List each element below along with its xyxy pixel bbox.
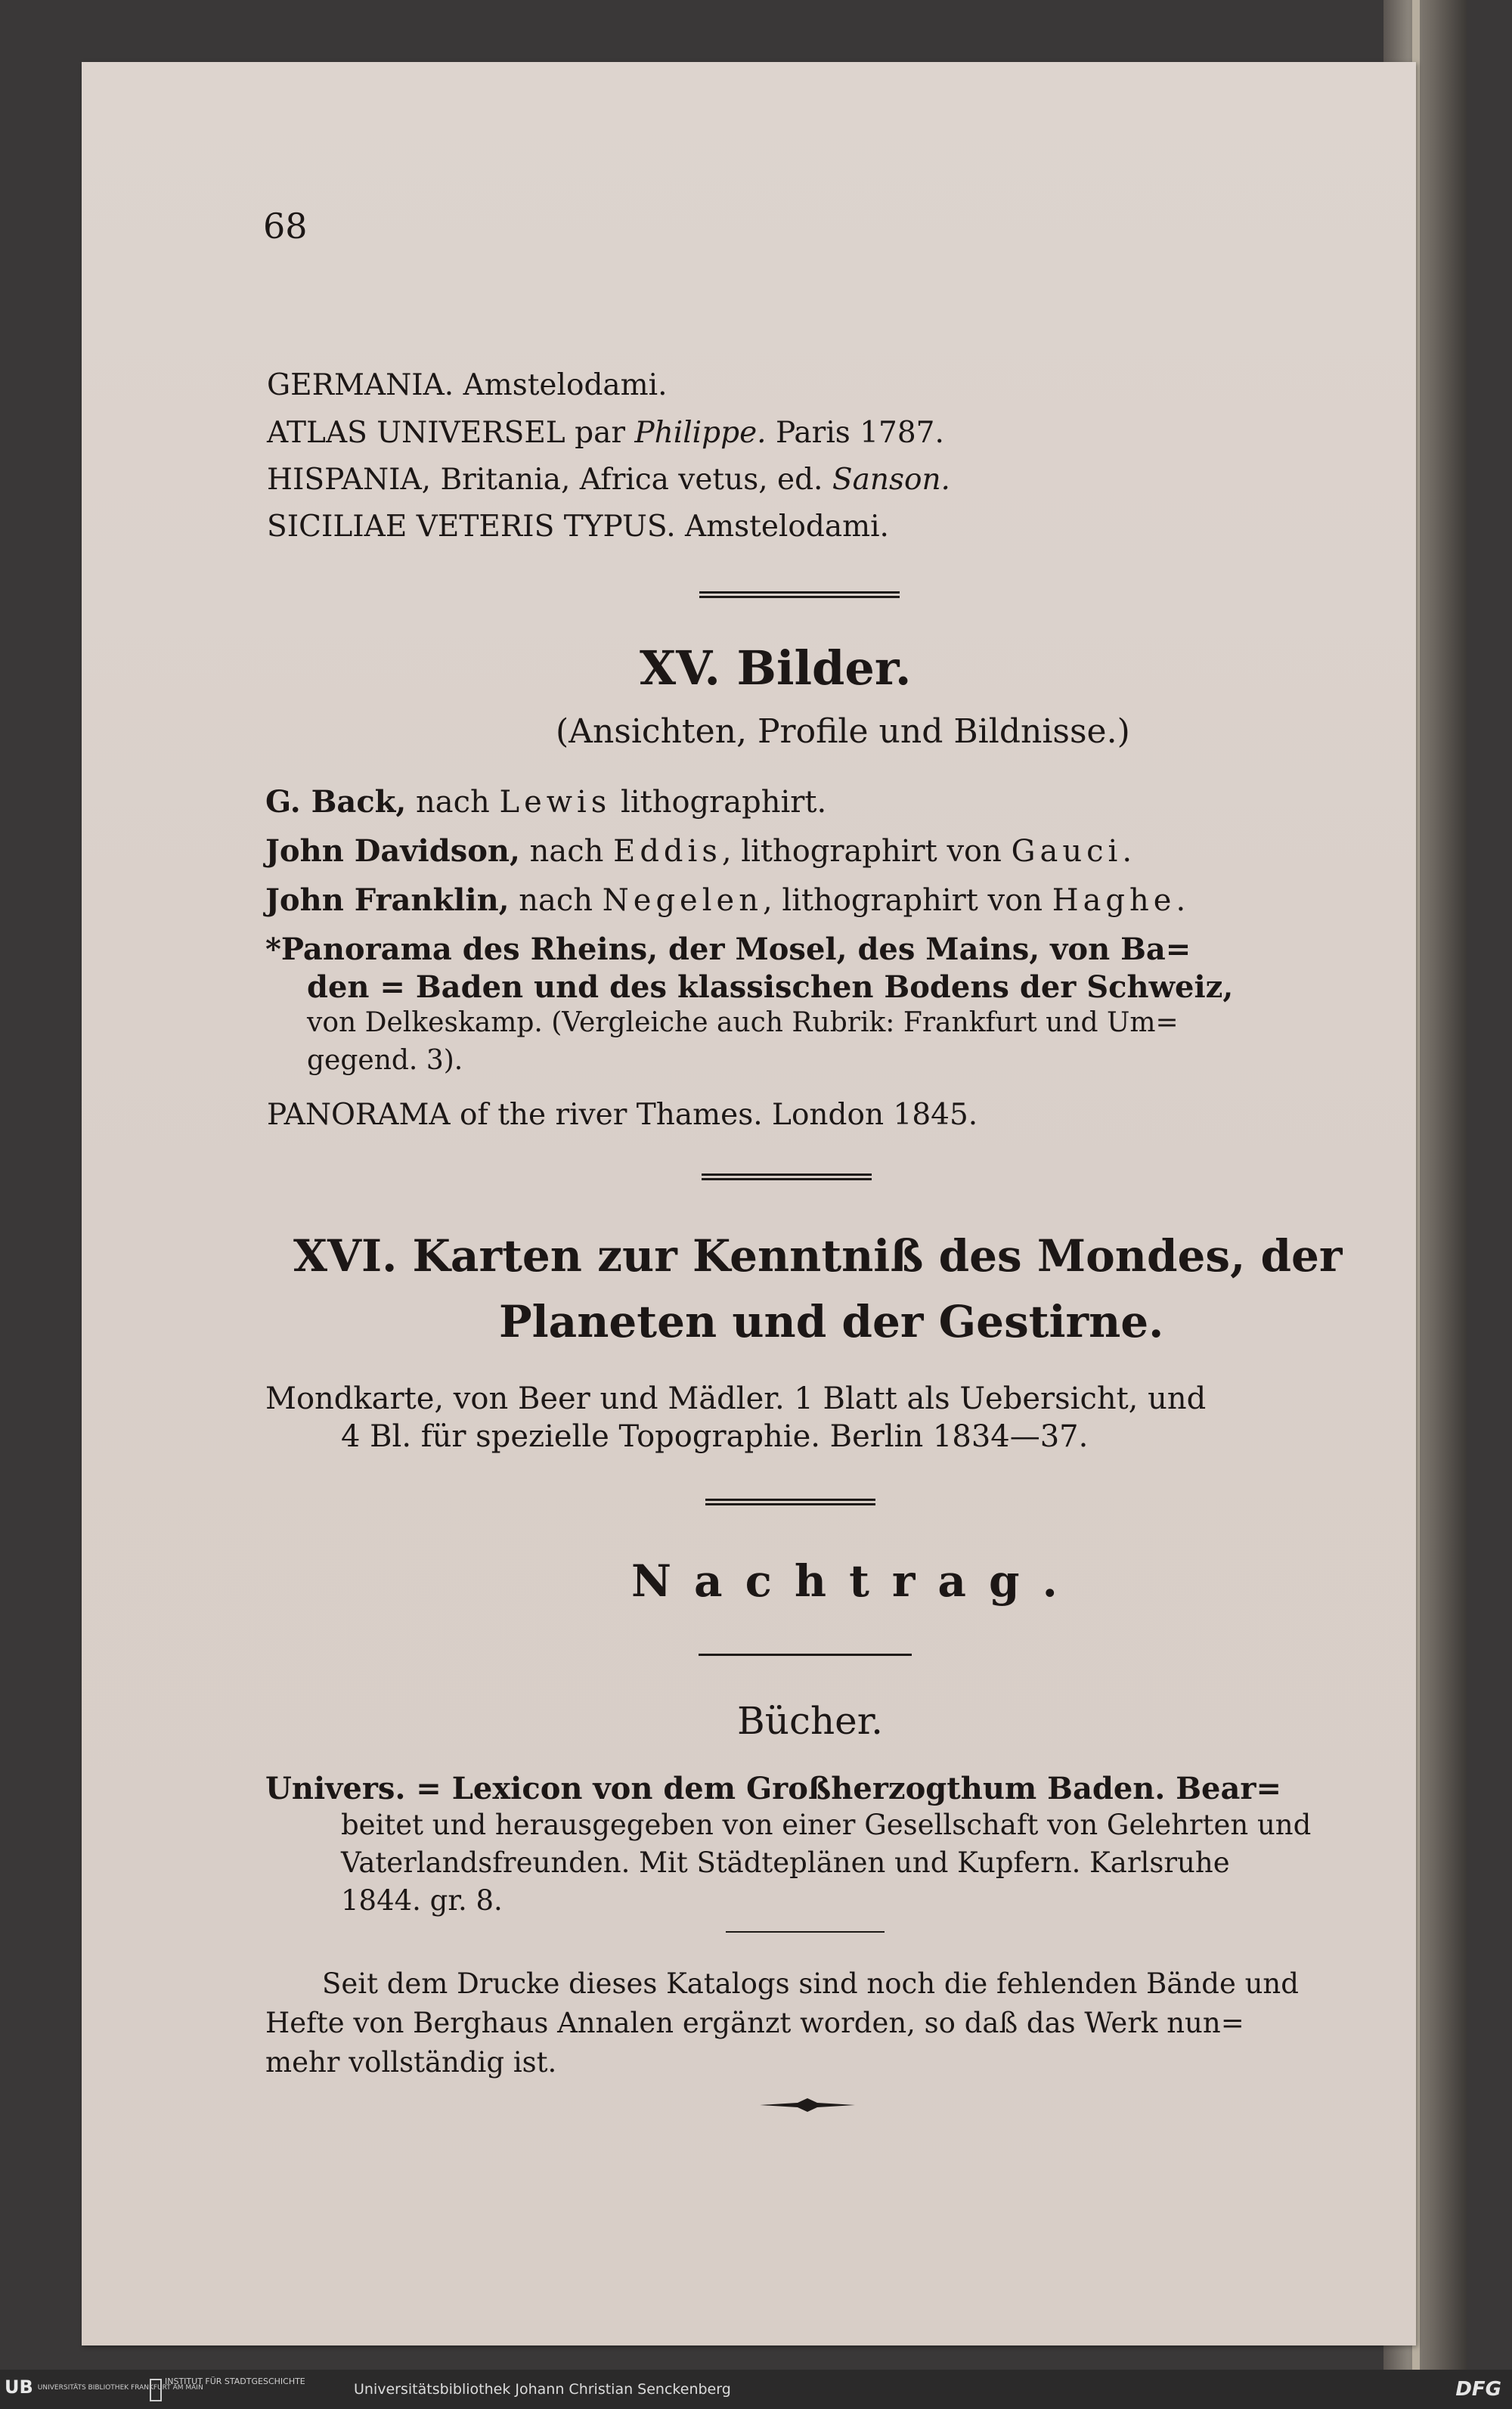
double-rule — [702, 1173, 872, 1180]
dfg-logo: DFG — [1455, 2378, 1501, 2401]
portrait-entry: John Davidson, nach Eddis, lithographirt von Gauci. — [265, 833, 1132, 869]
institute-logo-mark — [150, 2379, 162, 2401]
panorama-entry-line: gegend. 3). — [307, 1045, 463, 1076]
section-heading-xvi-cont: Planeten und der Gestirne. — [499, 1296, 1164, 1347]
lexicon-entry-line: 1844. gr. 8. — [341, 1884, 503, 1917]
lexicon-entry-line: Vaterlandsfreunden. Mit Städteplänen und Kupfern. Karlsruhe — [341, 1846, 1230, 1879]
closing-note-line: Hefte von Berghaus Annalen ergänzt worden, so daß das Werk nun= — [265, 2007, 1244, 2039]
single-rule — [699, 1654, 912, 1656]
atlas-line: GERMANIA. Amstelodami. — [267, 368, 668, 402]
scanned-page — [82, 62, 1416, 2345]
page-number: 68 — [263, 206, 308, 246]
closing-note-line: Seit dem Drucke dieses Katalogs sind noch die fehlenden Bände und — [322, 1967, 1299, 2000]
books-subheading: Bücher. — [737, 1699, 884, 1743]
archive-footer — [0, 2370, 1512, 2409]
portrait-entry: John Franklin, nach Negelen, lithographirt von Haghe. — [265, 882, 1186, 918]
ub-logo: UB UNIVERSITÄTS BIBLIOTHEK FRANKFURT AM MAIN — [5, 2376, 203, 2398]
portrait-entry: G. Back, nach Lewis lithographirt. — [265, 784, 827, 820]
short-rule — [726, 1931, 885, 1933]
section-heading-xvi: XVI. Karten zur Kenntniß des Mondes, der — [293, 1230, 1343, 1282]
moon-map-entry-line: Mondkarte, von Beer und Mädler. 1 Blatt als Uebersicht, und — [265, 1381, 1207, 1416]
double-rule — [705, 1499, 875, 1505]
closing-note-line: mehr vollständig ist. — [265, 2046, 557, 2079]
thames-entry: PANORAMA of the river Thames. London 1845. — [267, 1098, 978, 1132]
atlas-line: ATLAS UNIVERSEL par Philippe. Paris 1787. — [267, 416, 944, 450]
supplement-heading: Nachtrag. — [631, 1555, 1080, 1607]
panorama-entry-line: den = Baden und des klassischen Bodens der Schweiz, — [307, 969, 1234, 1005]
double-rule — [699, 591, 900, 598]
atlas-line: HISPANIA, Britania, Africa vetus, ed. Sanson. — [267, 463, 950, 497]
panorama-entry-line: *Panorama des Rheins, der Mosel, des Mains, von Ba= — [265, 932, 1191, 967]
lexicon-entry-line: Univers. = Lexicon von dem Großherzogthum Baden. Bear= — [265, 1771, 1282, 1806]
lexicon-entry-line: beitet und herausgegeben von einer Gesellschaft von Gelehrten und — [341, 1809, 1312, 1841]
panorama-entry-line: von Delkeskamp. (Vergleiche auch Rubrik: Frankfurt und Um= — [307, 1007, 1179, 1038]
institute-logo-text: INSTITUT FÜR STADTGESCHICHTE — [165, 2376, 305, 2386]
section-subheading-xv: (Ansichten, Profile und Bildnisse.) — [556, 712, 1130, 751]
section-heading-xv: XV. Bilder. — [640, 640, 912, 696]
end-ornament — [758, 2096, 857, 2114]
library-credit: Universitätsbibliothek Johann Christian Senckenberg — [354, 2381, 731, 2398]
atlas-line: SICILIAE VETERIS TYPUS. Amstelodami. — [267, 510, 889, 544]
moon-map-entry-line: 4 Bl. für spezielle Topographie. Berlin 1834—37. — [341, 1419, 1089, 1454]
